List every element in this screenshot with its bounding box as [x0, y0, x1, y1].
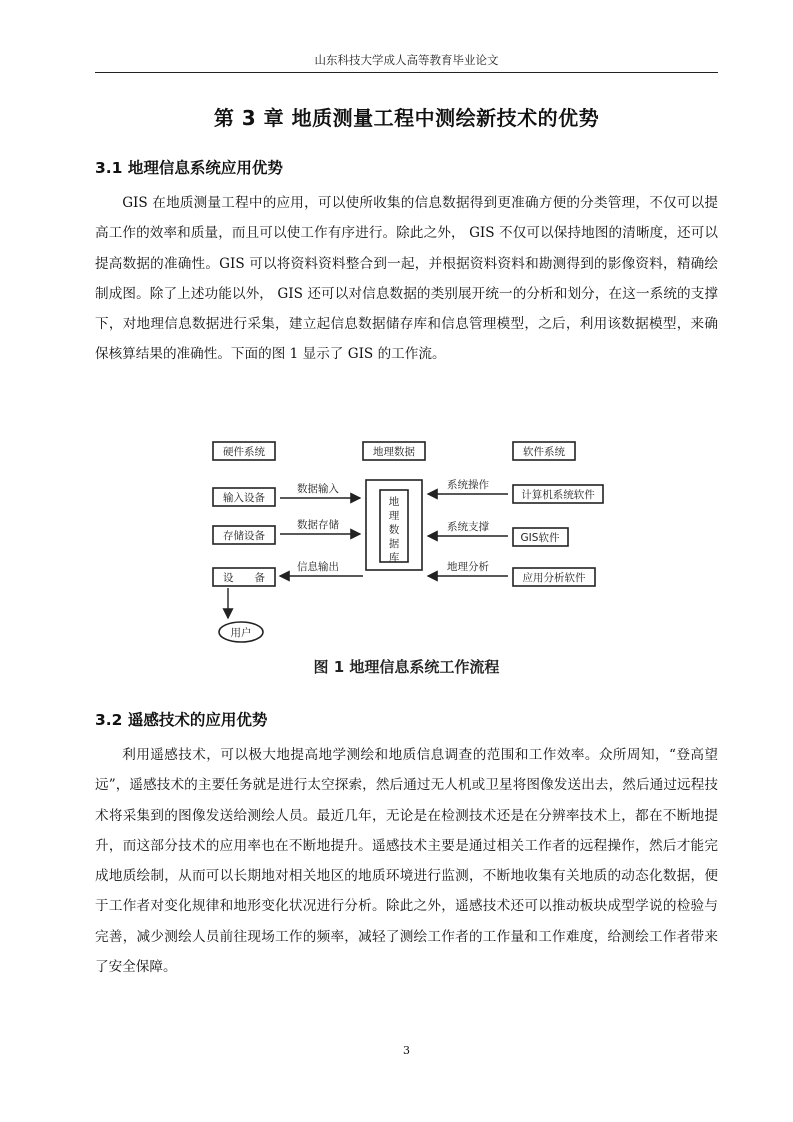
- computer-software-label: 计算机系统软件: [521, 489, 595, 501]
- info-output-label: 信息输出: [297, 561, 339, 573]
- sys-operation-label: 系统操作: [447, 479, 489, 491]
- db-char-4: 据: [388, 538, 400, 550]
- software-label: 软件系统: [523, 446, 565, 458]
- analysis-software-label: 应用分析软件: [522, 572, 586, 584]
- db-char-3: 数: [388, 524, 400, 536]
- db-char-2: 理: [388, 510, 400, 522]
- geodata-label: 地理数据: [373, 446, 415, 458]
- sys-support-label: 系统支撑: [447, 521, 489, 533]
- figure-caption: 图 1 地理信息系统工作流程: [313, 658, 500, 676]
- header-rule: [95, 72, 718, 73]
- input-device-label: 输入设备: [223, 492, 265, 504]
- user-label: 用户: [230, 627, 252, 639]
- gis-software-label: GIS软件: [520, 532, 560, 544]
- data-input-label: 数据输入: [297, 483, 339, 495]
- output-device-label: 设 备: [223, 572, 265, 584]
- db-char-1: 地: [388, 496, 400, 508]
- hardware-label: 硬件系统: [223, 446, 265, 458]
- diagram-svg: [208, 430, 608, 645]
- section-heading-3-1: 3.1 地理信息系统应用优势: [95, 159, 283, 177]
- section-3-2-paragraph: 利用遥感技术，可以极大地提高地学测绘和地质信息调查的范围和工作效率。众所周知，“登高望远”，遥感技术的主要任务就是进行太空探索，然后通过无人机或卫星将图像发送出去，然后通过远程技术将采集到的图像发送给测绘人员。最近几年，无论是在检测技术还是在分辨率技术上，都在不断地提升，而这部分技术的应用率也在不断地提升。遥感技术主要是通过相关工作者的远程操作，然后才能完成地质绘制，从而可以长期地对相关地区的地质环境进行监测，不断地收集有关地质的动态化数据，便于工作者对变化规律和地形变化状况进行分析。除此之外，遥感技术还可以推动板块成型学说的检验与完善，减少测绘人员前往现场工作的频率，减轻了测绘工作者的工作量和工作难度，给测绘工作者带来了安全保障。: [95, 747, 718, 976]
- section-3-1-paragraph: GIS 在地质测量工程中的应用，可以使所收集的信息数据得到更准确方便的分类管理，不仅可以提高工作的效率和质量，而且可以使工作有序进行。除此之外， GIS 不仅可以保持地图的清晰度，还可以提高数据的准确性。GIS 可以将资料资料整合到一起，并根据资料资料和勘测得到的影像资料，精确绘制成图。除了上述功能以外， GIS 还可以对信息数据的类别展开统一的分析和划分，在这一系统的支撑下，对地理信息数据进行采集，建立起信息数据储存库和信息管理模型，之后，利用该数据模型，来确保核算结果的准确性。下面的图 1 显示了 GIS 的工作流。: [95, 195, 718, 363]
- running-header: 山东科技大学成人高等教育毕业论文: [314, 53, 499, 67]
- db-char-5: 库: [388, 552, 400, 564]
- chapter-title: 第 3 章 地质测量工程中测绘新技术的优势: [213, 106, 600, 130]
- section-heading-3-2: 3.2 遥感技术的应用优势: [95, 711, 268, 729]
- page-number: 3: [403, 1044, 410, 1057]
- geo-analysis-label: 地理分析: [447, 561, 489, 573]
- gis-workflow-diagram: [208, 430, 608, 645]
- data-storage-label: 数据存储: [297, 519, 339, 531]
- storage-device-label: 存储设备: [223, 530, 265, 542]
